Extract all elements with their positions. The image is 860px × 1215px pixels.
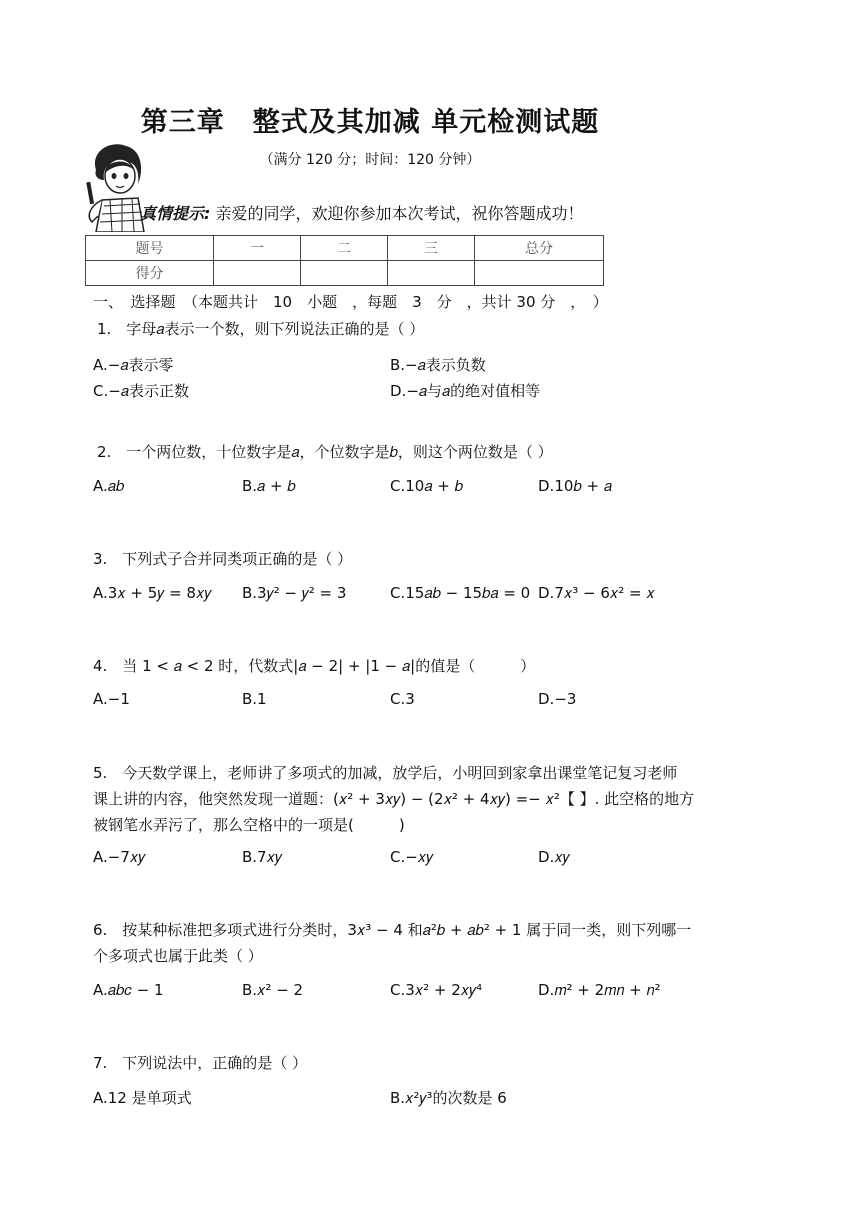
option-b: B.3𝑦² − 𝑦² = 3 [242, 584, 347, 602]
tip-text: 亲爱的同学，欢迎你参加本次考试，祝你答题成功！ [215, 204, 584, 223]
option-a: A.−7𝑥𝑦 [93, 848, 146, 866]
score-header-cell: 二 [301, 236, 388, 261]
score-cell[interactable] [388, 261, 475, 286]
question-stem-line: 5. 今天数学课上，老师讲了多项式的加减，放学后，小明回到家拿出课堂笔记复习老师 [93, 764, 678, 782]
tip-label: 真情提示: [140, 204, 211, 223]
option-b: B.−𝑎表示负数 [390, 356, 486, 374]
score-cell[interactable] [301, 261, 388, 286]
option-a: A.−1 [93, 690, 130, 708]
score-row-label: 得分 [86, 261, 214, 286]
question-stem: 3. 下列式子合并同类项正确的是（ ） [93, 550, 353, 568]
tip-message [140, 201, 584, 224]
question-stem: 7. 下列说法中，正确的是（ ） [93, 1054, 308, 1072]
question-stem-line: 课上讲的内容，他突然发现一道题：(𝑥² + 3𝑥𝑦) − (2𝑥² + 4𝑥𝑦) =− 𝑥²【 】. 此空格的地方 [93, 790, 695, 808]
option-d: D.𝑥𝑦 [538, 848, 570, 866]
question-stem-line: 个多项式也属于此类（ ） [93, 947, 263, 965]
option-b: B.𝑥²𝑦³的次数是 6 [390, 1089, 507, 1107]
option-d: D.𝑚² + 2𝑚𝑛 + 𝑛² [538, 981, 661, 999]
option-b: B.1 [242, 690, 267, 708]
option-c: C.10𝑎 + 𝑏 [390, 477, 463, 495]
option-d: D.−3 [538, 690, 577, 708]
option-d: D.−𝑎与𝑎的绝对值相等 [390, 382, 541, 400]
option-c: C.−𝑥𝑦 [390, 848, 434, 866]
exam-info: （满分 120 分；时间：120 分钟） [259, 152, 481, 168]
option-b: B.𝑥² − 2 [242, 981, 304, 999]
question-stem: 4. 当 1 < 𝑎 < 2 时，代数式|𝑎 − 2| + |1 − 𝑎|的值是（ ） [93, 657, 536, 675]
score-header-cell: 总分 [475, 236, 604, 261]
option-a: A.−𝑎表示零 [93, 356, 174, 374]
score-header-cell: 三 [388, 236, 475, 261]
option-b: B.7𝑥𝑦 [242, 848, 282, 866]
section-heading: 一、 选择题 （本题共计 10 小题 ，每题 3 分 ，共计 30 分 ， ） [93, 293, 608, 311]
option-c: C.3 [390, 690, 415, 708]
option-c: C.15𝑎𝑏 − 15𝑏𝑎 = 0 [390, 584, 531, 602]
page-title: 第三章 整式及其加减 单元检测试题 [140, 107, 600, 138]
score-header-cell: 一 [214, 236, 301, 261]
question-stem: 2. 一个两位数，十位数字是𝑎，个位数字是𝑏，则这个两位数是（ ） [97, 443, 553, 461]
question-stem: 1. 字母𝑎表示一个数，则下列说法正确的是（ ） [97, 320, 425, 338]
score-cell[interactable] [214, 261, 301, 286]
option-c: C.−𝑎表示正数 [93, 382, 189, 400]
option-a: A.𝑎𝑏 [93, 477, 125, 495]
question-stem-line: 6. 按某种标准把多项式进行分类时，3𝑥³ − 4 和𝑎²𝑏 + 𝑎𝑏² + 1 属于同一类，则下列哪一 [93, 921, 692, 939]
score-table-header-row [86, 236, 604, 261]
option-d: D.7𝑥³ − 6𝑥² = 𝑥 [538, 584, 655, 602]
option-d: D.10𝑏 + 𝑎 [538, 477, 613, 495]
option-a: A.12 是单项式 [93, 1089, 192, 1107]
option-b: B.𝑎 + 𝑏 [242, 477, 296, 495]
score-header-cell: 题号 [86, 236, 214, 261]
option-a: A.𝑎𝑏𝑐 − 1 [93, 981, 164, 999]
score-table-score-row [86, 261, 604, 286]
question-stem-line: 被钢笔水弄污了，那么空格中的一项是( ) [93, 816, 405, 834]
score-table [85, 235, 604, 286]
option-c: C.3𝑥² + 2𝑥𝑦⁴ [390, 981, 483, 999]
option-a: A.3𝑥 + 5𝑦 = 8𝑥𝑦 [93, 584, 212, 602]
score-cell[interactable] [475, 261, 604, 286]
